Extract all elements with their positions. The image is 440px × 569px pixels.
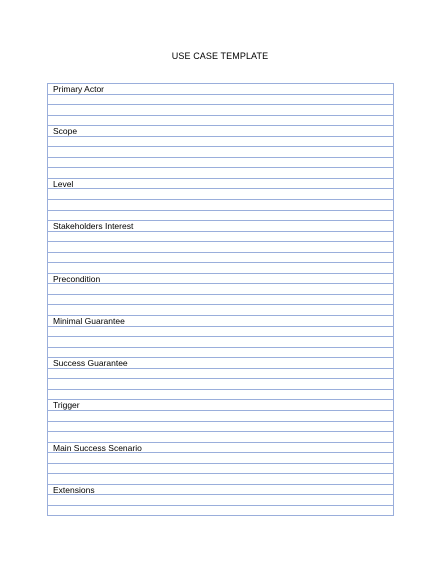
section-label: Main Success Scenario [53,442,142,453]
section-row [48,220,393,231]
use-case-table [47,83,394,516]
section-row [48,442,393,453]
blank-row[interactable] [48,262,393,273]
blank-row[interactable] [48,94,393,105]
blank-row[interactable] [48,368,393,379]
section-row [48,484,393,495]
blank-row[interactable] [48,336,393,347]
blank-row[interactable] [48,294,393,305]
section-row [48,399,393,410]
blank-row[interactable] [48,421,393,432]
blank-row[interactable] [48,283,393,294]
blank-row[interactable] [48,494,393,505]
blank-row[interactable] [48,167,393,178]
page-title: USE CASE TEMPLATE [171,51,269,61]
blank-row[interactable] [48,378,393,389]
blank-row[interactable] [48,157,393,168]
blank-row[interactable] [48,241,393,252]
blank-row[interactable] [48,210,393,221]
section-row [48,125,393,136]
blank-row[interactable] [48,431,393,442]
blank-row[interactable] [48,326,393,337]
section-label: Success Guarantee [53,358,128,369]
blank-row[interactable] [48,505,393,516]
section-row [48,178,393,189]
blank-row[interactable] [48,146,393,157]
section-row [48,273,393,284]
blank-row[interactable] [48,104,393,115]
blank-row[interactable] [48,347,393,358]
section-row [48,315,393,326]
section-row [48,357,393,368]
section-label: Scope [53,126,78,137]
section-label: Stakeholders Interest [53,221,134,232]
blank-row[interactable] [48,252,393,263]
blank-row[interactable] [48,136,393,147]
section-label: Primary Actor [53,84,105,94]
section-label: Extensions [53,484,95,495]
blank-row[interactable] [48,199,393,210]
blank-row[interactable] [48,115,393,126]
blank-row[interactable] [48,473,393,484]
section-label: Trigger [53,400,80,411]
section-label: Level [53,178,74,189]
section-row [48,83,393,94]
blank-row[interactable] [48,188,393,199]
section-label: Precondition [53,273,101,284]
blank-row[interactable] [48,389,393,400]
blank-row[interactable] [48,452,393,463]
blank-row[interactable] [48,231,393,242]
section-label: Minimal Guarantee [53,316,125,327]
blank-row[interactable] [48,304,393,315]
blank-row[interactable] [48,410,393,421]
blank-row[interactable] [48,463,393,474]
